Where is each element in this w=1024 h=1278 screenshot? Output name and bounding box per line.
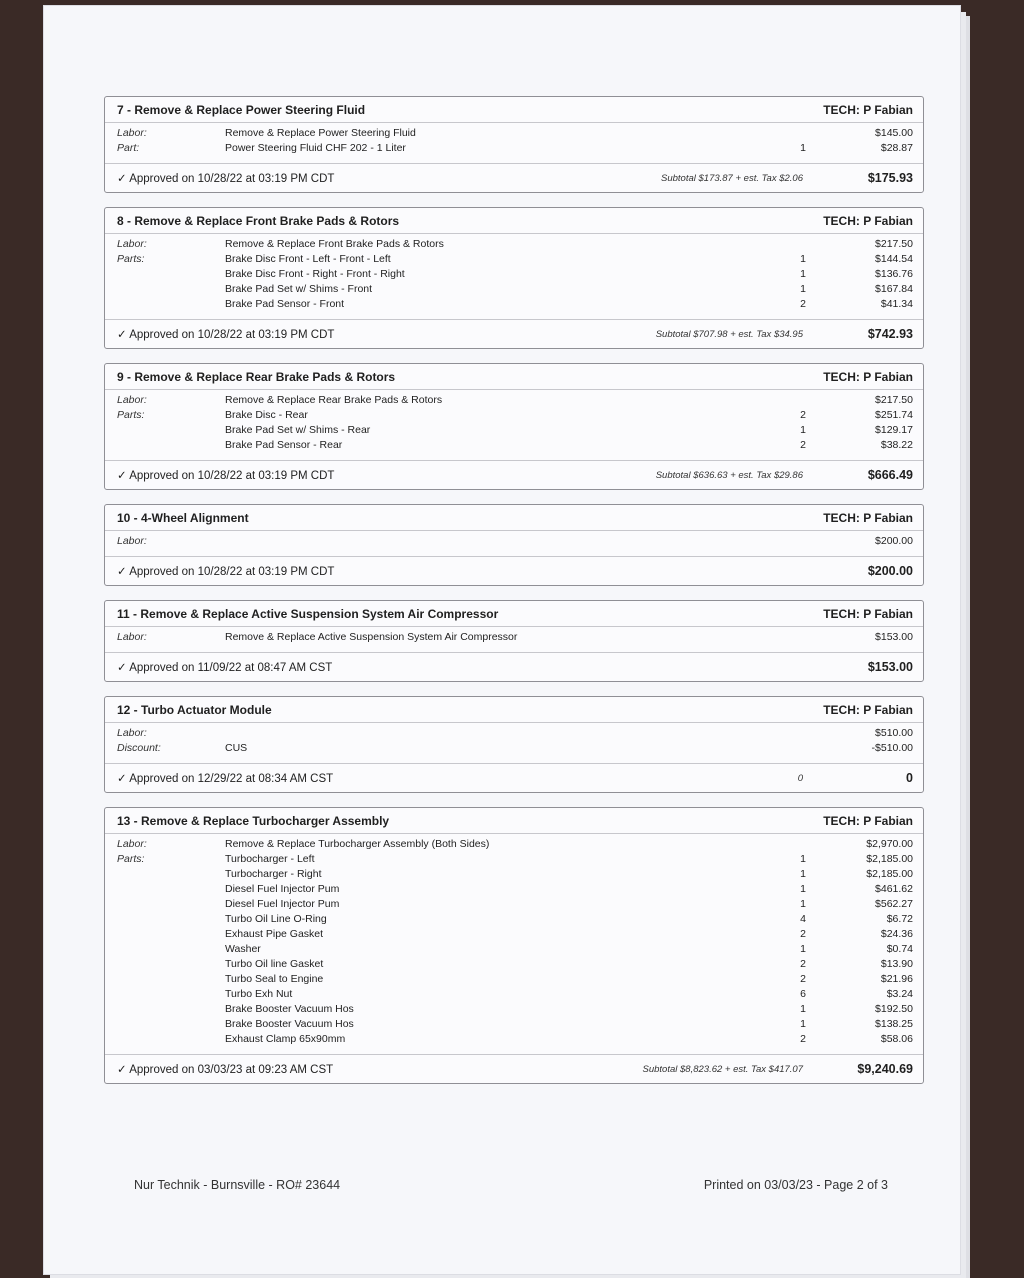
line-kind: Part: <box>117 142 140 154</box>
line-kind: Labor: <box>117 127 147 139</box>
job-lines <box>105 123 923 163</box>
labor-line <box>117 238 913 253</box>
job-title: 10 - 4-Wheel Alignment <box>117 511 249 525</box>
part-row <box>225 898 913 913</box>
job-card <box>104 696 924 793</box>
line-item <box>117 742 913 757</box>
parts-block <box>117 853 913 1048</box>
approval-status: ✓ Approved on 10/28/22 at 03:19 PM CDT <box>117 566 335 578</box>
part-description: Diesel Fuel Injector Pum <box>225 898 340 910</box>
parts-list <box>225 409 913 454</box>
part-amount: $251.74 <box>875 409 913 421</box>
part-description: Exhaust Clamp 65x90mm <box>225 1033 346 1045</box>
part-amount: $144.54 <box>875 253 913 265</box>
part-amount: $58.06 <box>880 1033 913 1045</box>
part-amount: $192.50 <box>875 1003 913 1015</box>
job-header <box>105 697 923 723</box>
line-amount: $28.87 <box>880 142 913 154</box>
labor-description: Remove & Replace Turbocharger Assembly (Both Sides) <box>225 838 490 850</box>
job-total: 0 <box>906 771 913 785</box>
part-quantity: 1 <box>800 268 806 280</box>
line-description: Remove & Replace Active Suspension System Air Compressor <box>225 631 518 643</box>
labor-amount: $2,970.00 <box>866 838 913 850</box>
part-amount: $167.84 <box>875 283 913 295</box>
part-row <box>225 883 913 898</box>
part-row <box>225 253 913 268</box>
line-kind: Labor: <box>117 631 147 643</box>
part-quantity: 2 <box>800 298 806 310</box>
part-quantity: 6 <box>800 988 806 1000</box>
labor-line <box>117 394 913 409</box>
line-kind: Labor: <box>117 535 147 547</box>
part-amount: $24.36 <box>880 928 913 940</box>
job-total: $175.93 <box>867 171 913 185</box>
job-header <box>105 601 923 627</box>
labor-amount: $217.50 <box>875 238 913 250</box>
labor-kind: Labor: <box>117 238 147 250</box>
tech-label: TECH: P Fabian <box>823 511 913 525</box>
approval-status: ✓ Approved on 10/28/22 at 03:19 PM CDT <box>117 173 335 185</box>
labor-description: Remove & Replace Rear Brake Pads & Rotors <box>225 394 443 406</box>
job-lines <box>105 627 923 652</box>
job-title: 8 - Remove & Replace Front Brake Pads & Rotors <box>117 214 400 228</box>
parts-kind: Parts: <box>117 253 145 265</box>
approval-status: ✓ Approved on 10/28/22 at 03:19 PM CDT <box>117 470 335 482</box>
job-list <box>104 96 924 1098</box>
tech-label: TECH: P Fabian <box>823 214 913 228</box>
part-quantity: 1 <box>800 853 806 865</box>
part-row <box>225 298 913 313</box>
job-footer <box>105 460 923 489</box>
part-description: Turbo Seal to Engine <box>225 973 324 985</box>
tech-label: TECH: P Fabian <box>823 370 913 384</box>
line-amount: $200.00 <box>875 535 913 547</box>
line-description: Power Steering Fluid CHF 202 - 1 Liter <box>225 142 406 154</box>
part-amount: $3.24 <box>886 988 913 1000</box>
job-lines <box>105 531 923 556</box>
approval-status: ✓ Approved on 10/28/22 at 03:19 PM CDT <box>117 329 335 341</box>
job-footer <box>105 556 923 585</box>
part-quantity: 1 <box>800 424 806 436</box>
labor-amount: $217.50 <box>875 394 913 406</box>
part-description: Washer <box>225 943 261 955</box>
parts-kind: Parts: <box>117 409 145 421</box>
job-header <box>105 505 923 531</box>
printed-page-label: Printed on 03/03/23 - Page 2 of 3 <box>703 1178 888 1192</box>
job-lines <box>105 723 923 763</box>
approval-status: ✓ Approved on 03/03/23 at 09:23 AM CST <box>117 1064 334 1076</box>
shop-ro-label: Nur Technik - Burnsville - RO# 23644 <box>134 1178 341 1192</box>
job-title: 7 - Remove & Replace Power Steering Fluid <box>117 103 366 117</box>
part-row <box>225 283 913 298</box>
part-quantity: 2 <box>800 409 806 421</box>
subtotal-tax: Subtotal $636.63 + est. Tax $29.86 <box>655 469 803 481</box>
job-card <box>104 504 924 586</box>
job-card <box>104 363 924 490</box>
line-item <box>117 127 913 142</box>
subtotal-tax: Subtotal $707.98 + est. Tax $34.95 <box>655 328 803 340</box>
part-description: Brake Booster Vacuum Hos <box>225 1003 354 1015</box>
line-description: Remove & Replace Power Steering Fluid <box>225 127 416 139</box>
part-amount: $2,185.00 <box>866 868 913 880</box>
subtotal-tax: 0 <box>797 772 803 784</box>
part-quantity: 1 <box>800 898 806 910</box>
part-row <box>225 928 913 943</box>
line-quantity: 1 <box>800 142 806 154</box>
job-lines <box>105 234 923 319</box>
part-description: Diesel Fuel Injector Pum <box>225 883 340 895</box>
part-description: Brake Pad Set w/ Shims - Front <box>225 283 373 295</box>
job-lines <box>105 834 923 1054</box>
part-description: Turbo Oil line Gasket <box>225 958 324 970</box>
job-card <box>104 96 924 193</box>
part-row <box>225 1033 913 1048</box>
part-amount: $2,185.00 <box>866 853 913 865</box>
job-footer <box>105 763 923 792</box>
part-quantity: 2 <box>800 1033 806 1045</box>
subtotal-tax: Subtotal $8,823.62 + est. Tax $417.07 <box>642 1063 803 1075</box>
part-row <box>225 958 913 973</box>
parts-list <box>225 253 913 313</box>
part-description: Turbo Oil Line O-Ring <box>225 913 327 925</box>
part-amount: $562.27 <box>875 898 913 910</box>
line-description: CUS <box>225 742 248 754</box>
tech-label: TECH: P Fabian <box>823 103 913 117</box>
part-row <box>225 268 913 283</box>
line-amount: $510.00 <box>875 727 913 739</box>
part-amount: $38.22 <box>880 439 913 451</box>
part-row <box>225 853 913 868</box>
part-description: Turbocharger - Left <box>225 853 315 865</box>
part-row <box>225 868 913 883</box>
part-amount: $6.72 <box>886 913 913 925</box>
part-amount: $129.17 <box>875 424 913 436</box>
part-description: Turbo Exh Nut <box>225 988 293 1000</box>
job-footer <box>105 652 923 681</box>
job-footer <box>105 1054 923 1083</box>
job-title: 9 - Remove & Replace Rear Brake Pads & Rotors <box>117 370 396 384</box>
part-row <box>225 1003 913 1018</box>
line-amount: $145.00 <box>875 127 913 139</box>
part-quantity: 2 <box>800 973 806 985</box>
part-amount: $0.74 <box>886 943 913 955</box>
parts-block <box>117 409 913 454</box>
part-row <box>225 943 913 958</box>
job-total: $666.49 <box>867 468 913 482</box>
job-header <box>105 364 923 390</box>
part-row <box>225 988 913 1003</box>
part-row <box>225 424 913 439</box>
part-description: Turbocharger - Right <box>225 868 322 880</box>
part-quantity: 1 <box>800 943 806 955</box>
part-amount: $136.76 <box>875 268 913 280</box>
part-quantity: 1 <box>800 1018 806 1030</box>
subtotal-tax: Subtotal $173.87 + est. Tax $2.06 <box>661 172 803 184</box>
job-card <box>104 807 924 1084</box>
job-header <box>105 808 923 834</box>
parts-block <box>117 253 913 313</box>
part-description: Brake Disc Front - Left - Front - Left <box>225 253 391 265</box>
job-card <box>104 600 924 682</box>
job-header <box>105 97 923 123</box>
line-kind: Discount: <box>117 742 161 754</box>
line-item <box>117 535 913 550</box>
line-amount: -$510.00 <box>871 742 913 754</box>
part-row <box>225 409 913 424</box>
document-page <box>44 6 960 1274</box>
parts-kind: Parts: <box>117 853 145 865</box>
part-amount: $13.90 <box>880 958 913 970</box>
part-amount: $461.62 <box>875 883 913 895</box>
page-footer <box>134 1178 888 1192</box>
part-quantity: 4 <box>800 913 806 925</box>
tech-label: TECH: P Fabian <box>823 814 913 828</box>
part-description: Brake Pad Sensor - Front <box>225 298 345 310</box>
job-lines <box>105 390 923 460</box>
part-quantity: 1 <box>800 253 806 265</box>
labor-kind: Labor: <box>117 838 147 850</box>
part-row <box>225 973 913 988</box>
job-title: 13 - Remove & Replace Turbocharger Assembly <box>117 814 390 828</box>
part-quantity: 1 <box>800 883 806 895</box>
job-total: $200.00 <box>867 564 913 578</box>
job-title: 11 - Remove & Replace Active Suspension System Air Compressor <box>117 607 499 621</box>
labor-line <box>117 838 913 853</box>
approval-status: ✓ Approved on 11/09/22 at 08:47 AM CST <box>117 662 333 674</box>
part-description: Brake Booster Vacuum Hos <box>225 1018 354 1030</box>
job-title: 12 - Turbo Actuator Module <box>117 703 272 717</box>
part-quantity: 2 <box>800 439 806 451</box>
job-total: $742.93 <box>867 327 913 341</box>
part-amount: $21.96 <box>880 973 913 985</box>
line-item <box>117 631 913 646</box>
job-header <box>105 208 923 234</box>
part-description: Brake Pad Sensor - Rear <box>225 439 343 451</box>
part-quantity: 1 <box>800 1003 806 1015</box>
part-quantity: 2 <box>800 928 806 940</box>
line-item <box>117 142 913 157</box>
part-row <box>225 913 913 928</box>
part-description: Brake Disc Front - Right - Front - Right <box>225 268 405 280</box>
approval-status: ✓ Approved on 12/29/22 at 08:34 AM CST <box>117 773 334 785</box>
part-row <box>225 439 913 454</box>
job-card <box>104 207 924 349</box>
job-footer <box>105 163 923 192</box>
job-footer <box>105 319 923 348</box>
part-quantity: 1 <box>800 283 806 295</box>
line-amount: $153.00 <box>875 631 913 643</box>
part-description: Brake Pad Set w/ Shims - Rear <box>225 424 371 436</box>
part-amount: $41.34 <box>880 298 913 310</box>
part-description: Brake Disc - Rear <box>225 409 308 421</box>
parts-list <box>225 853 913 1048</box>
job-total: $9,240.69 <box>857 1062 913 1076</box>
tech-label: TECH: P Fabian <box>823 607 913 621</box>
line-item <box>117 727 913 742</box>
part-description: Exhaust Pipe Gasket <box>225 928 324 940</box>
job-total: $153.00 <box>867 660 913 674</box>
tech-label: TECH: P Fabian <box>823 703 913 717</box>
part-quantity: 2 <box>800 958 806 970</box>
labor-kind: Labor: <box>117 394 147 406</box>
line-kind: Labor: <box>117 727 147 739</box>
part-amount: $138.25 <box>875 1018 913 1030</box>
part-row <box>225 1018 913 1033</box>
labor-description: Remove & Replace Front Brake Pads & Rotors <box>225 238 444 250</box>
part-quantity: 1 <box>800 868 806 880</box>
